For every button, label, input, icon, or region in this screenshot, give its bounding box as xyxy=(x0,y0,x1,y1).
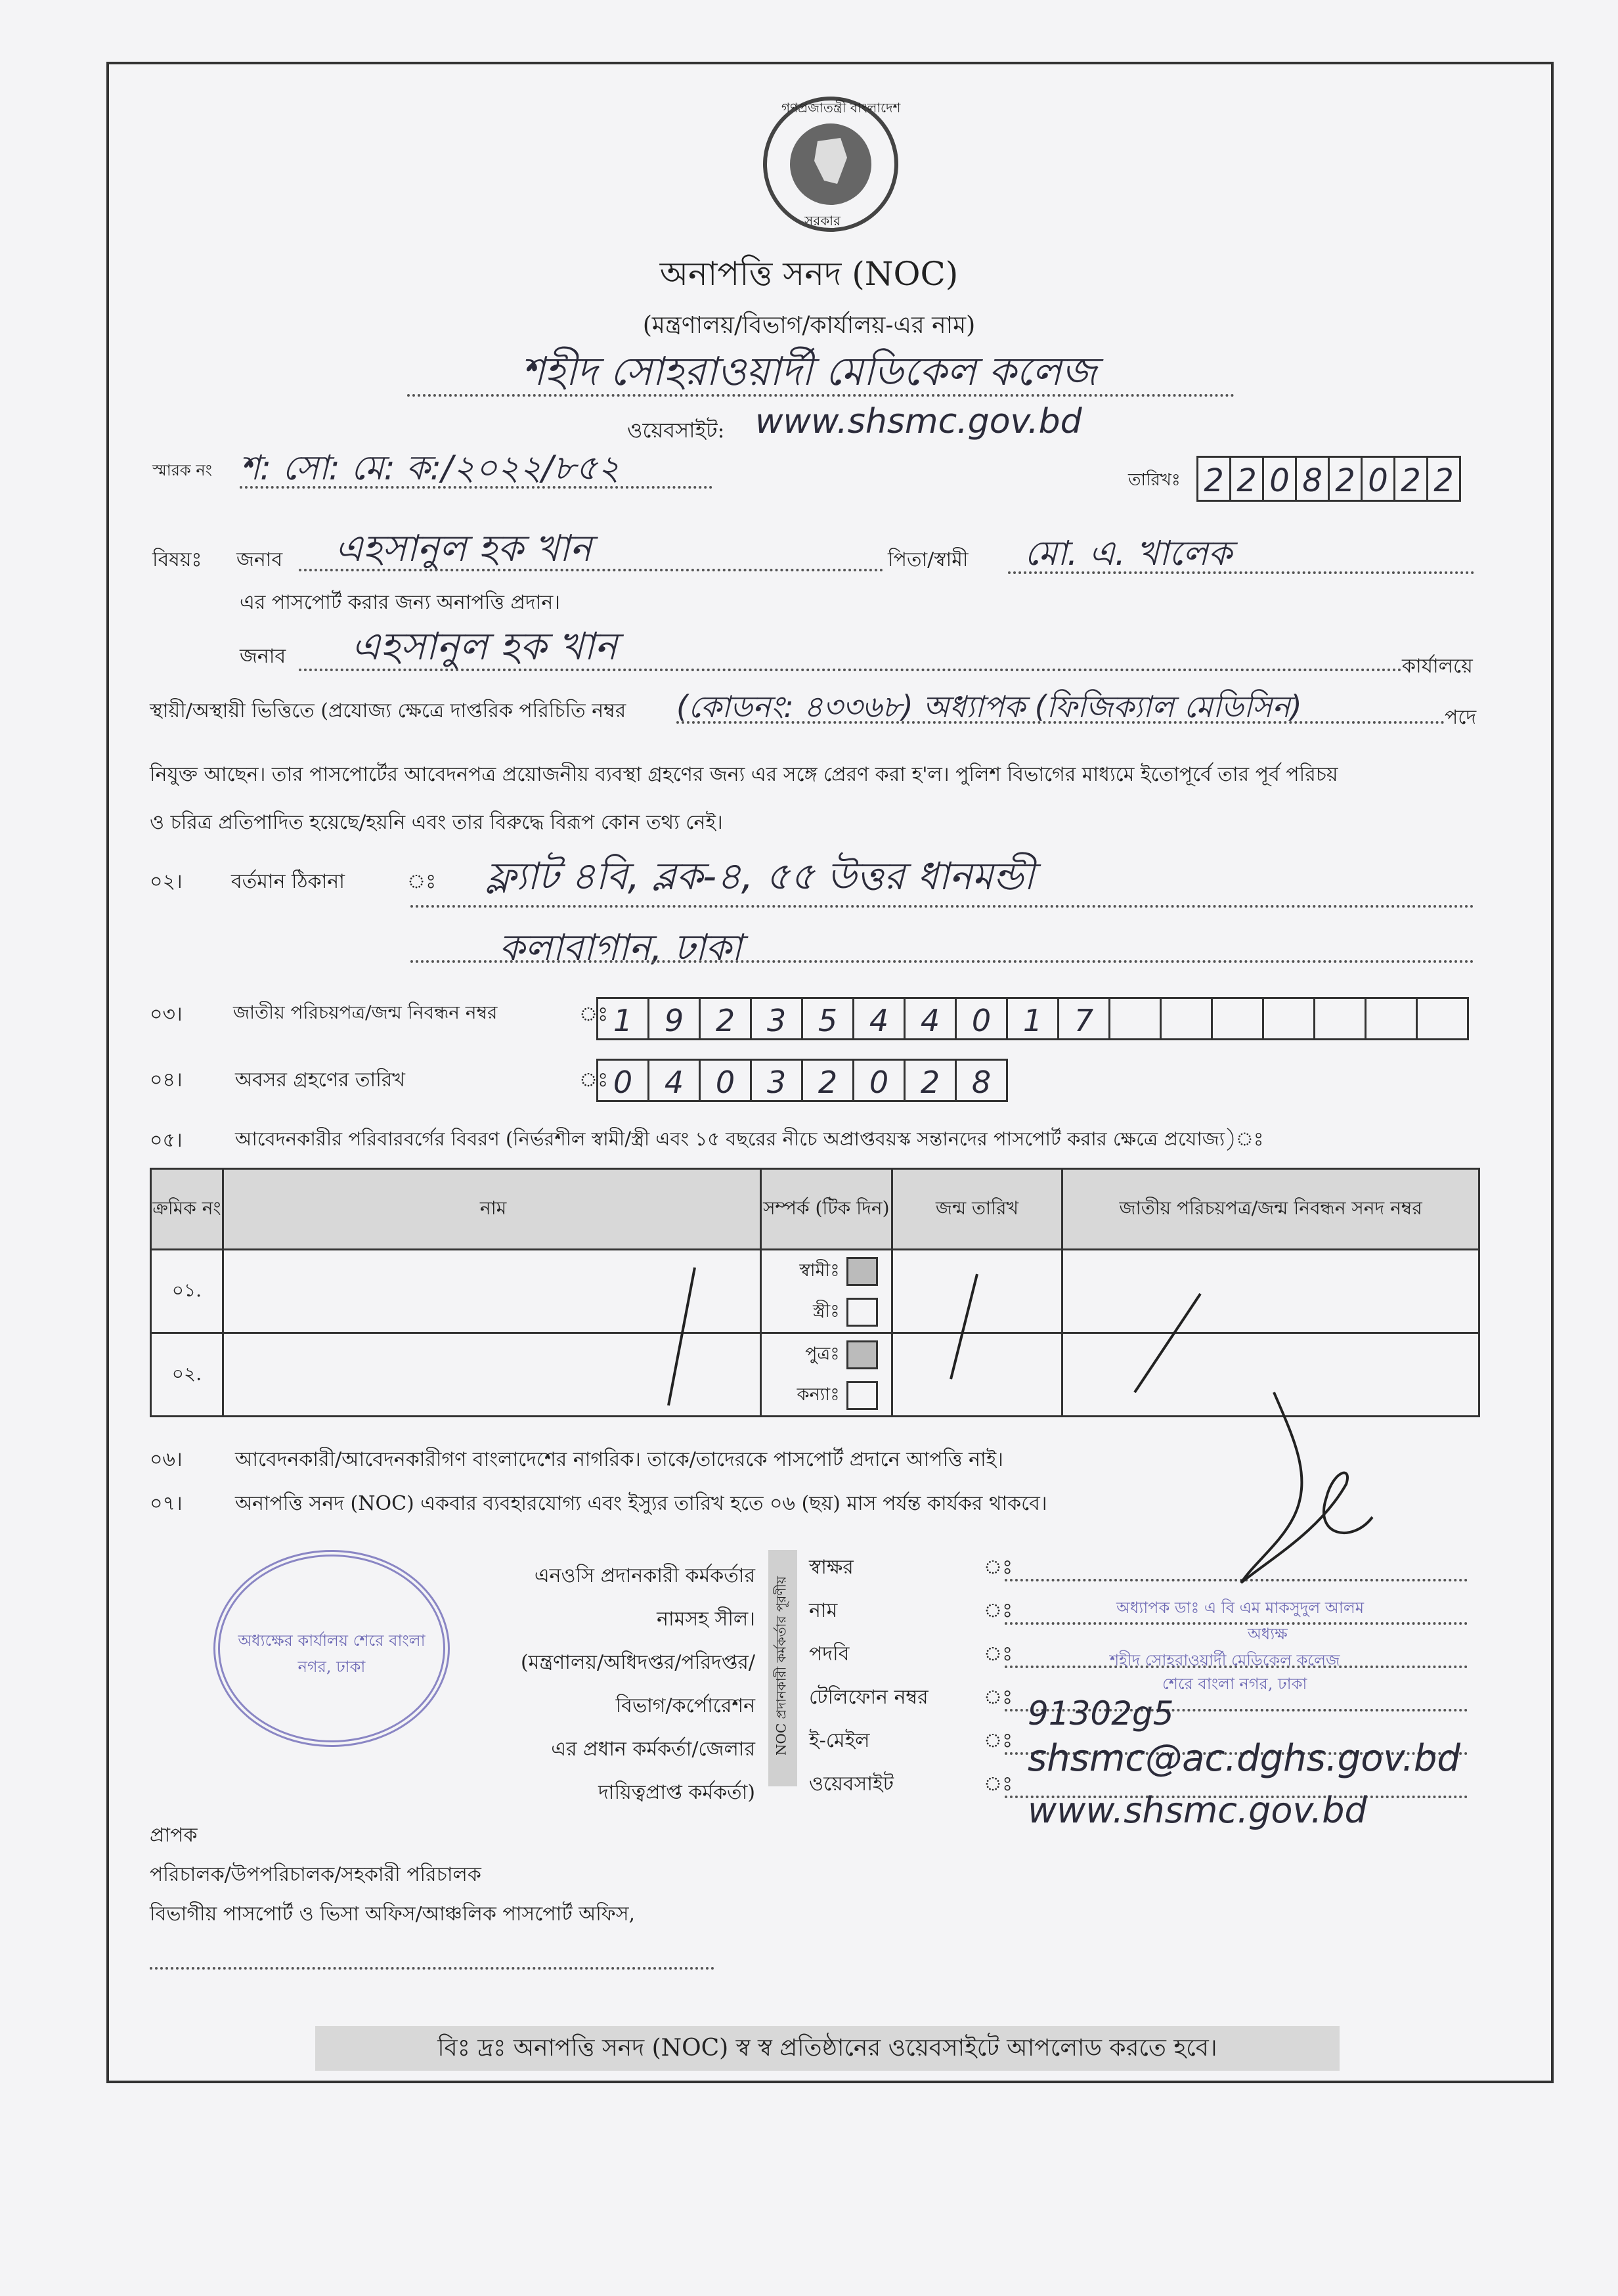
paragraph-line1: নিযুক্ত আছেন। তার পাসপোর্টের আবেদনপত্র প্রয়োজনীয় ব্যবস্থা গ্রহণের জন্য এর সঙ্গে প্রেরণ করা হ'ল। পুলিশ বিভাগের মাধ্যমে ইতোপূর্বে তার পূর্ব পরিচয় xyxy=(150,763,1338,786)
signature-icon xyxy=(1215,1386,1386,1602)
office-seal-stamp xyxy=(213,1550,450,1747)
date-digit-box: 2 xyxy=(1196,456,1231,502)
office-suffix: কার্যালয়ে xyxy=(1402,655,1473,678)
signatory-desc-line: বিভাগ/কর্পোরেশন xyxy=(615,1694,755,1717)
signatory-desc-line: (মন্ত্রণালয়/অধিদপ্তর/পরিদপ্তর/ xyxy=(520,1651,755,1674)
relation-wife-label: স্ত্রীঃ xyxy=(812,1301,840,1321)
note07-number: ০৭। xyxy=(150,1492,183,1515)
signatory-field-colon: ঃ xyxy=(984,1729,1013,1752)
address-line1-value: ফ্ল্যাট ৪বি, ব্লক-৪, ৫৫ উত্তর ধানমন্ডী xyxy=(486,854,1035,898)
column-header-name: নাম xyxy=(223,1169,760,1250)
nid-digit-box: 2 xyxy=(699,997,752,1040)
stamp-name: অধ্যাপক ডাঃ এ বি এম মাকসুদুল আলম xyxy=(1116,1599,1365,1617)
subject-mr-label: জনাব xyxy=(236,548,283,571)
vertical-label-strip xyxy=(768,1550,797,1786)
nid-digit-box: 3 xyxy=(750,997,803,1040)
retirement-digit-box: 4 xyxy=(647,1059,701,1102)
memo-value: শ: সো: মে: ক:/২০২২/৮৫২ xyxy=(240,449,620,488)
signatory-field-colon: ঃ xyxy=(984,1773,1013,1796)
nid-digit-box xyxy=(1108,997,1162,1040)
father-label: পিতা/স্বামী xyxy=(888,548,969,571)
emblem-bottom-text: সরকার xyxy=(804,213,841,229)
footer-note: বিঃ দ্রঃ অনাপত্তি সনদ (NOC) স্ব স্ব প্রতিষ্ঠানের ওয়েবসাইটে আপলোড করতে হবে। xyxy=(315,2026,1340,2071)
retirement-digit-box: 3 xyxy=(750,1059,803,1102)
note06-text: আবেদনকারী/আবেদনকারীগণ বাংলাদেশের নাগরিক। তাকে/তাদেরকে পাসপোর্ট প্রদানে আপত্তি নাই। xyxy=(235,1448,1004,1471)
nid-label: জাতীয় পরিচয়পত্র/জন্ম নিবন্ধন নম্বর xyxy=(233,1002,498,1023)
column-header-relation: সম্পর্ক (টিক দিন) xyxy=(760,1169,892,1250)
recipient-label: প্রাপক xyxy=(150,1824,198,1847)
applicant-name-value: এহসানুল হক খান xyxy=(335,527,592,570)
signatory-field-colon: ঃ xyxy=(984,1556,1013,1579)
nid-digit-box: 1 xyxy=(596,997,649,1040)
nid-digit-box xyxy=(1313,997,1367,1040)
date-digit-box: 2 xyxy=(1426,456,1461,502)
retirement-digit-box: 0 xyxy=(852,1059,906,1102)
item05-number: ০৫। xyxy=(150,1129,183,1152)
note06-number: ০৬। xyxy=(150,1448,183,1471)
retirement-digit-box: 0 xyxy=(596,1059,649,1102)
nid-digit-box: 0 xyxy=(955,997,1008,1040)
father-name-value: মো. এ. খালেক xyxy=(1024,534,1232,573)
date-digit-box: 2 xyxy=(1393,456,1428,502)
signatory-desc-line: এর প্রধান কর্মকর্তা/জেলার xyxy=(551,1738,755,1761)
nid-digit-box xyxy=(1262,997,1315,1040)
vertical-label: NOC প্রদানকারী কর্মকর্তার পূরণীয় xyxy=(773,1576,789,1756)
emblem-top-text: গণপ্রজাতন্ত্রী বাংলাদেশ xyxy=(781,100,901,116)
nid-digit-box: 7 xyxy=(1057,997,1110,1040)
date-label: তারিখঃ xyxy=(1128,470,1181,490)
nid-digit-box: 1 xyxy=(1006,997,1059,1040)
retirement-digit-box: 2 xyxy=(801,1059,854,1102)
office-name-value: শহীদ সোহরাওয়ার্দী মেডিকেল কলেজ xyxy=(521,349,1097,395)
body-name-value: এহসানুল হক খান xyxy=(351,624,618,669)
relation-daughter-label: কন্যাঃ xyxy=(797,1384,840,1405)
item03-number: ০৩। xyxy=(150,1003,183,1026)
address-label: বর্তমান ঠিকানা xyxy=(231,870,345,893)
position-suffix: পদে xyxy=(1445,706,1477,729)
retirement-digit-box: 8 xyxy=(955,1059,1008,1102)
nid-digit-box xyxy=(1365,997,1418,1040)
date-digit-box: 0 xyxy=(1262,456,1297,502)
nid-digit-box: 5 xyxy=(801,997,854,1040)
position-value: (কোডনং: ৪৩৩৬৮) অধ্যাপক (ফিজিক্যাল মেডিসিন) xyxy=(676,689,1302,724)
recipient-line1: পরিচালক/উপপরিচালক/সহকারী পরিচালক xyxy=(150,1863,481,1886)
website-label: ওয়েবসাইট: xyxy=(627,418,725,443)
body-mr-label: জনাব xyxy=(240,645,286,668)
column-header-birthdate: জন্ম তারিখ xyxy=(892,1169,1062,1250)
retirement-colon: ঃ xyxy=(579,1069,609,1092)
note07-text: অনাপত্তি সনদ (NOC) একবার ব্যবহারযোগ্য এবং ইস্যুর তারিখ হতে ০৬ (ছয়) মাস পর্যন্ত কার্যকর থাকবে। xyxy=(235,1492,1047,1515)
nid-colon: ঃ xyxy=(579,1003,609,1026)
stamp-title: অধ্যক্ষ xyxy=(1248,1625,1288,1643)
stamp-city: শেরে বাংলা নগর, ঢাকা xyxy=(1162,1675,1307,1693)
signatory-website-value: www.shsmc.gov.bd xyxy=(1028,1790,1367,1831)
row-serial: ০১. xyxy=(151,1250,223,1333)
phone-value: 91302g5 xyxy=(1028,1694,1174,1733)
retirement-label: অবসর গ্রহণের তারিখ xyxy=(235,1069,405,1092)
signatory-field-label: স্বাক্ষর xyxy=(809,1556,854,1579)
signatory-field-label: পদবি xyxy=(809,1643,850,1666)
memo-label: স্মারক নং xyxy=(152,461,212,479)
stamp-office: শহীদ সোহরাওয়ার্দী মেডিকেল কলেজ xyxy=(1110,1651,1340,1669)
nid-digit-box: 4 xyxy=(904,997,957,1040)
item02-number: ০২। xyxy=(150,870,183,893)
column-header-nid: জাতীয় পরিচয়পত্র/জন্ম নিবন্ধন সনদ নম্বর xyxy=(1062,1169,1479,1250)
subject-line2: এর পাসপোর্ট করার জন্য অনাপত্তি প্রদান। xyxy=(240,591,560,614)
date-digit-box: 8 xyxy=(1295,456,1330,502)
paragraph-line2: ও চরিত্র প্রতিপাদিত হয়েছে/হয়নি এবং তার বিরুদ্ধে বিরূপ কোন তথ্য নেই। xyxy=(150,811,723,834)
relation-husband-label: স্বামীঃ xyxy=(799,1260,840,1281)
item04-number: ০৪। xyxy=(150,1069,183,1092)
signatory-desc-line: এনওসি প্রদানকারী কর্মকর্তার xyxy=(534,1564,755,1587)
page-title: অনাপত্তি সনদ (NOC) xyxy=(659,255,959,293)
relation-son-label: পুত্রঃ xyxy=(805,1344,840,1364)
nid-digit-box xyxy=(1416,997,1469,1040)
page-subtitle: (মন্ত্রণালয়/বিভাগ/কার্যালয়-এর নাম) xyxy=(642,312,976,339)
family-info-label: আবেদনকারীর পরিবারবর্গের বিবরণ (নির্ভরশীল স্বামী/স্ত্রী এবং ১৫ বছরের নীচে অপ্রাপ্তবয়স্ক সন্তানদের পাসপোর্ট করার ক্ষেত্রে প্রযোজ্য)ঃ xyxy=(235,1128,1264,1150)
address-line2-value: কলাবাগান, ঢাকা xyxy=(499,927,742,969)
retirement-digit-box: 2 xyxy=(904,1059,957,1102)
date-digit-box: 2 xyxy=(1229,456,1264,502)
row-serial: ০২. xyxy=(151,1333,223,1417)
signatory-field-colon: ঃ xyxy=(984,1599,1013,1622)
nid-digit-box: 9 xyxy=(647,997,701,1040)
signatory-desc-line: দায়িত্বপ্রাপ্ত কর্মকর্তা) xyxy=(598,1781,755,1804)
recipient-line2: বিভাগীয় পাসপোর্ট ও ভিসা অফিস/আঞ্চলিক পাসপোর্ট অফিস, xyxy=(150,1903,636,1926)
position-prefix: স্থায়ী/অস্থায়ী ভিত্তিতে (প্রযোজ্য ক্ষেত্রে দাপ্তরিক পরিচিতি নম্বর xyxy=(150,699,626,722)
seal-text: অধ্যক্ষের কার্যালয় শেরে বাংলা নগর, ঢাকা xyxy=(238,1631,426,1676)
subject-label: বিষয়ঃ xyxy=(152,548,202,571)
signatory-field-label: ই-মেইল xyxy=(809,1729,870,1752)
nid-digit-box: 4 xyxy=(852,997,906,1040)
column-header-serial: ক্রমিক নং xyxy=(151,1169,223,1250)
nid-digit-box xyxy=(1211,997,1264,1040)
signatory-field-colon: ঃ xyxy=(984,1643,1013,1666)
signatory-field-colon: ঃ xyxy=(984,1686,1013,1709)
signatory-desc-line: নামসহ সীল। xyxy=(657,1608,755,1631)
email-value: shsmc@ac.dghs.gov.bd xyxy=(1028,1737,1460,1780)
signatory-field-label: নাম xyxy=(809,1599,838,1622)
date-digit-box: 2 xyxy=(1328,456,1363,502)
address-colon: ঃ xyxy=(407,870,437,893)
retirement-digit-box: 0 xyxy=(699,1059,752,1102)
signatory-field-label: ওয়েবসাইট xyxy=(809,1773,894,1796)
signatory-field-label: টেলিফোন নম্বর xyxy=(809,1686,929,1709)
date-digit-box: 0 xyxy=(1361,456,1395,502)
nid-digit-box xyxy=(1160,997,1213,1040)
website-value: www.shsmc.gov.bd xyxy=(755,402,1082,441)
